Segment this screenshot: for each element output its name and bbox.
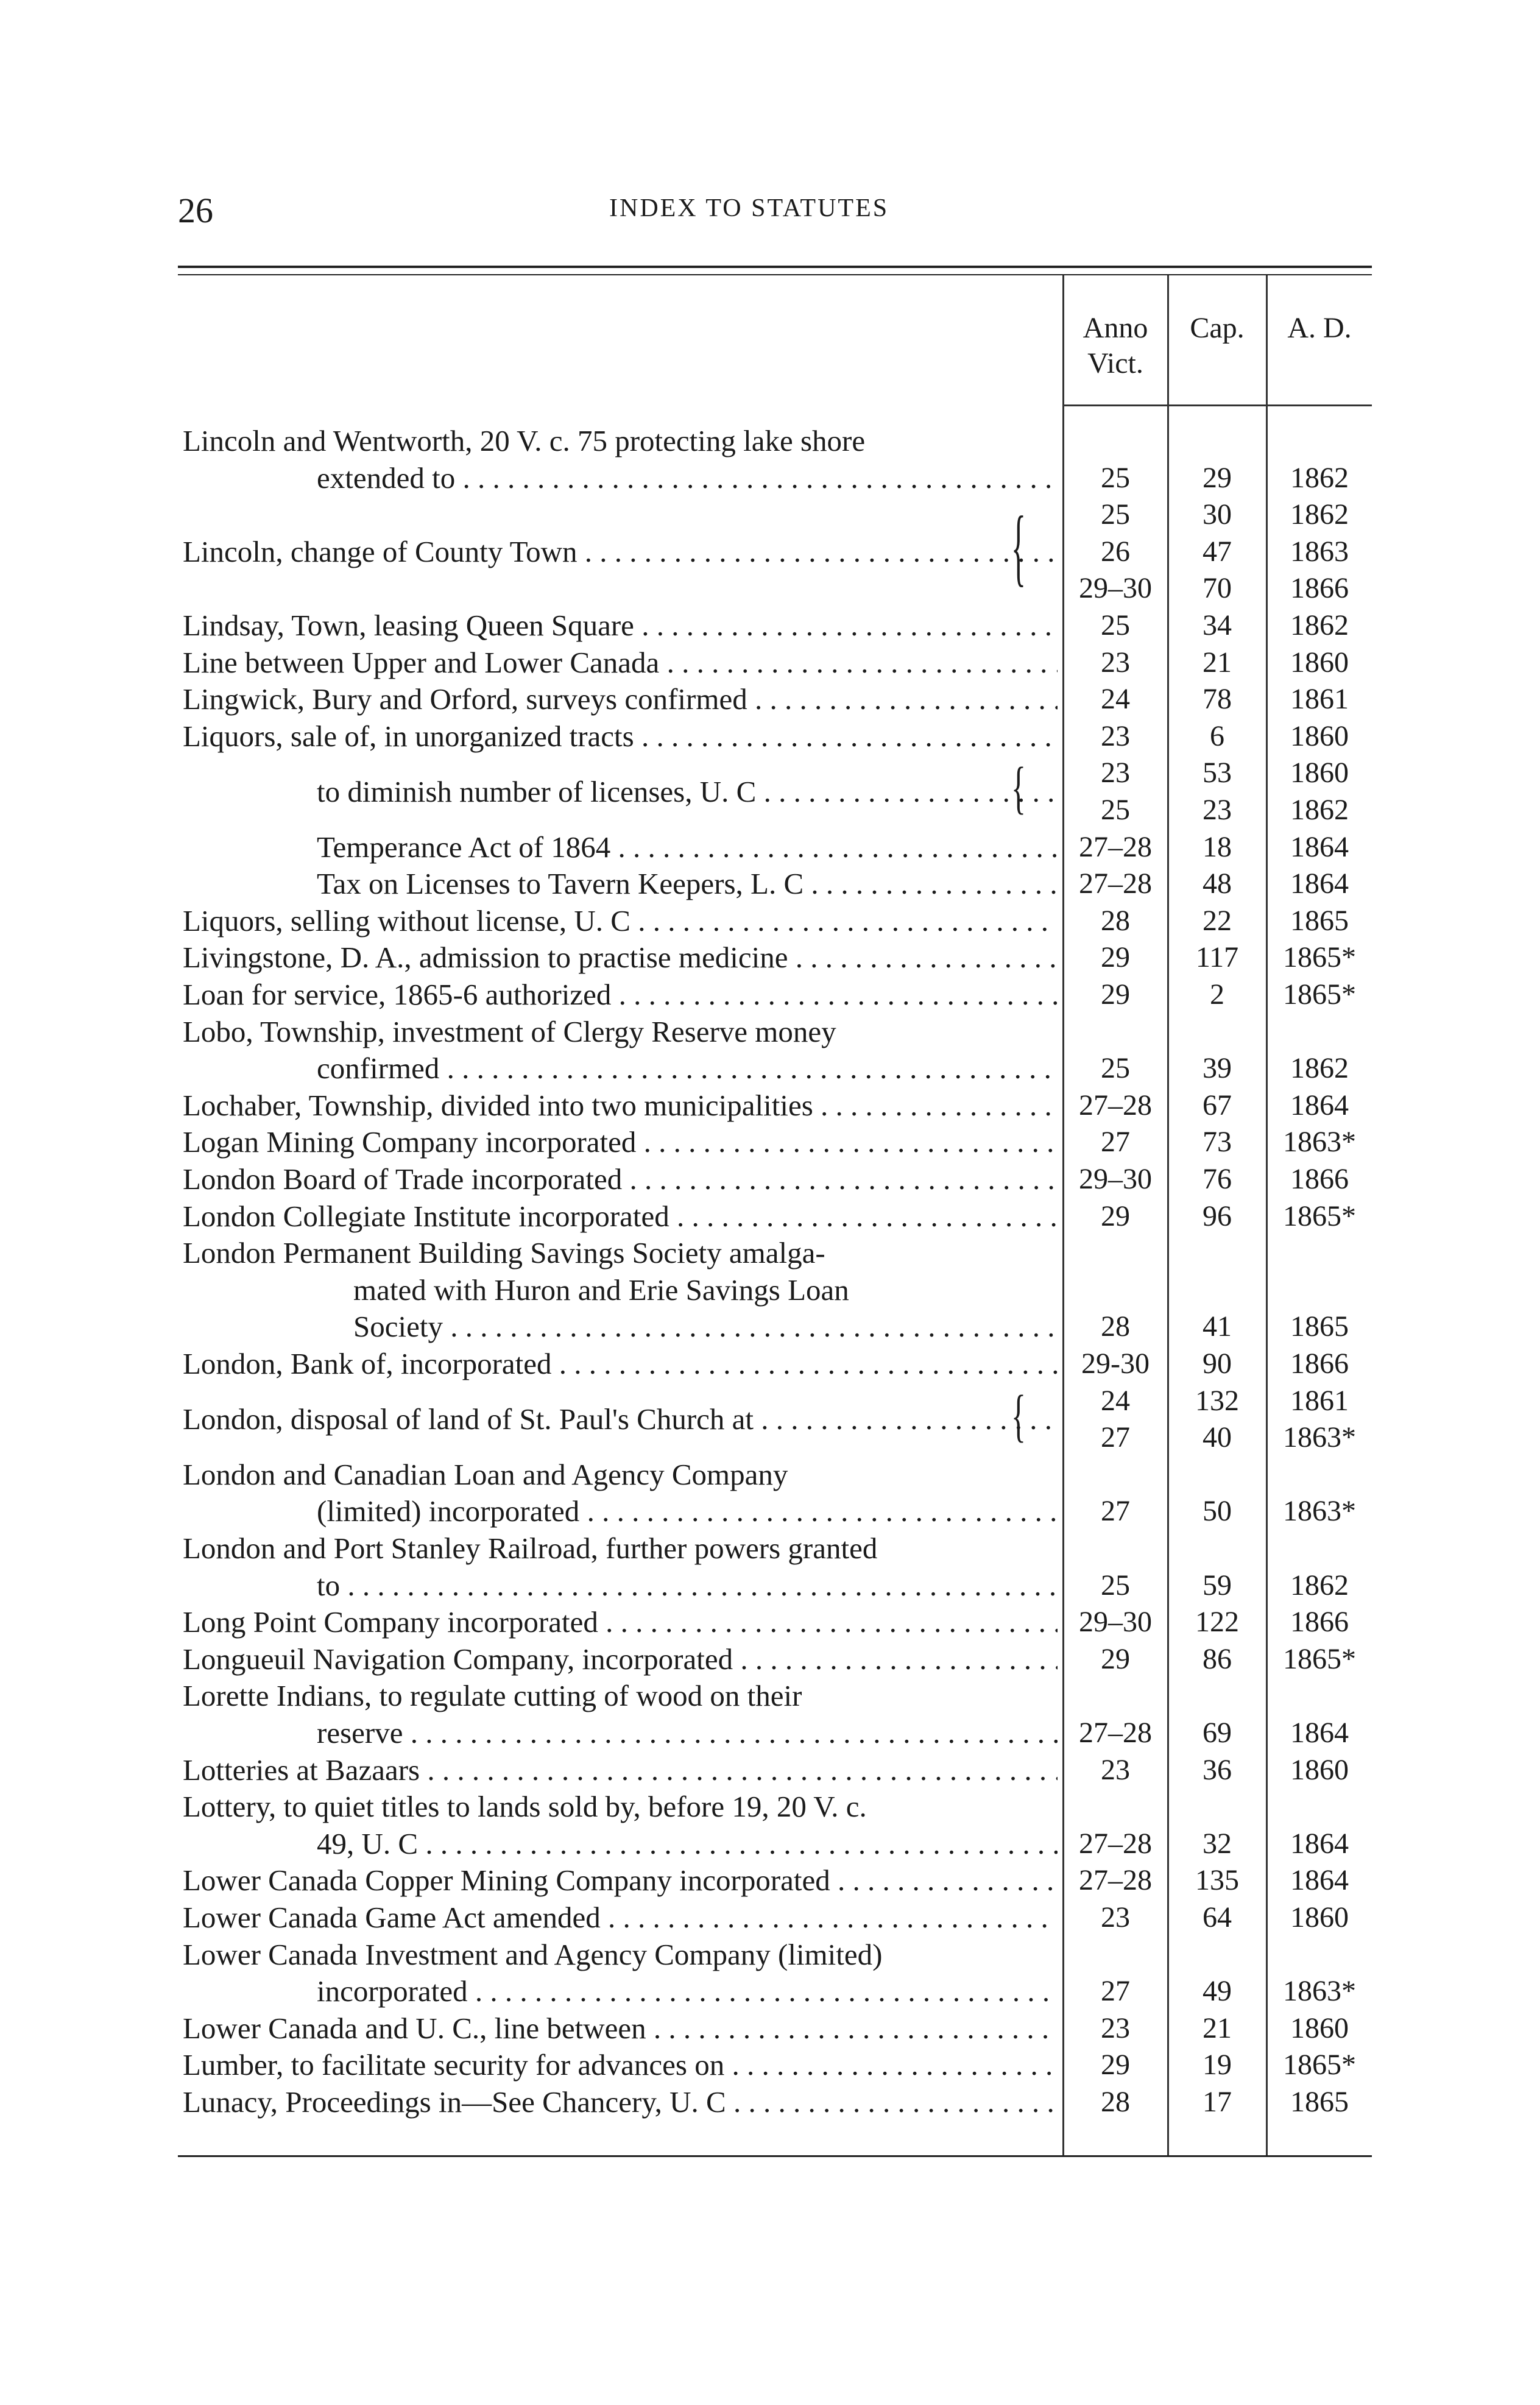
ad-value: 1861 — [1290, 683, 1349, 716]
top-rule-thin — [178, 274, 1372, 275]
cap-value: 86 — [1203, 1642, 1232, 1675]
index-entry-text: Lindsay, Town, leasing Queen Square — [183, 609, 634, 642]
dot-leader — [733, 1642, 1058, 1676]
ad-value: 1864 — [1290, 867, 1349, 900]
index-entry-text: London Permanent Building Savings Society amalga- — [183, 1236, 825, 1270]
anno-vict-value: 27–28 — [1079, 867, 1152, 900]
cap-value: 132 — [1195, 1384, 1239, 1417]
cap-value: 32 — [1203, 1827, 1232, 1860]
dot-leader — [578, 535, 1058, 568]
ad-value: 1860 — [1290, 1753, 1349, 1786]
anno-vict-value: 25 — [1101, 794, 1130, 826]
index-entry — [183, 1401, 1058, 1438]
ad-value: 1862 — [1290, 1052, 1349, 1085]
index-entry-text: Lunacy, Proceedings in—See Chancery, U. C — [183, 2085, 726, 2119]
index-entry — [317, 460, 1058, 496]
page-number: 26 — [178, 191, 213, 230]
dot-leader — [439, 1051, 1058, 1085]
index-entry — [183, 1530, 1058, 1567]
anno-vict-value: 27 — [1101, 1421, 1130, 1454]
index-entry-text: Liquors, sale of, in unorganized tracts — [183, 719, 634, 753]
anno-vict-value: 29 — [1101, 2049, 1130, 2082]
anno-vict-value: 27–28 — [1079, 1717, 1152, 1749]
index-entry — [353, 1272, 1058, 1308]
index-entry — [183, 681, 1058, 718]
dot-leader — [340, 1569, 1058, 1602]
dot-leader — [598, 1605, 1058, 1639]
index-entry — [183, 2084, 1058, 2121]
cap-value: 53 — [1203, 757, 1232, 789]
index-entry-text: Long Point Company incorporated — [183, 1605, 598, 1639]
index-entry-text: London and Port Stanley Railroad, further powers granted — [183, 1531, 878, 1565]
index-entry — [317, 866, 1058, 902]
cap-value: 6 — [1210, 719, 1224, 752]
ad-value: 1864 — [1290, 1827, 1349, 1860]
cap-value: 36 — [1203, 1753, 1232, 1786]
ad-value: 1863* — [1283, 1421, 1356, 1454]
dot-leader — [418, 1827, 1058, 1860]
ad-value: 1864 — [1290, 1089, 1349, 1121]
cap-value: 70 — [1203, 572, 1232, 605]
dot-leader — [552, 1347, 1058, 1380]
index-entry-text: Lincoln and Wentworth, 20 V. c. 75 protecting lake shore — [183, 424, 866, 457]
dot-leader — [634, 719, 1058, 753]
anno-vict-value: 24 — [1101, 1384, 1130, 1417]
index-entry-text: London, Bank of, incorporated — [183, 1347, 552, 1380]
cap-value: 96 — [1203, 1199, 1232, 1232]
column-header-cap: Cap. — [1190, 312, 1245, 344]
index-entry-text: Society — [353, 1310, 443, 1344]
ad-value: 1866 — [1290, 572, 1349, 605]
index-entry-text: incorporated — [317, 1974, 468, 2008]
index-entry-text: to diminish number of licenses, U. C — [317, 774, 757, 808]
dot-leader — [813, 1089, 1058, 1122]
dot-leader — [747, 682, 1058, 716]
ad-value: 1864 — [1290, 1717, 1349, 1749]
index-entry — [183, 1789, 1058, 1825]
index-entry — [183, 1124, 1058, 1160]
index-entry-text: to — [317, 1568, 341, 1602]
index-entry-text: Lorette Indians, to regulate cutting of wood on their — [183, 1679, 802, 1713]
index-entry — [183, 1014, 1058, 1050]
index-entry — [317, 829, 1058, 866]
index-entry — [317, 1715, 1058, 1751]
index-entry-text: Lobo, Township, investment of Clergy Reserve money — [183, 1014, 836, 1048]
dot-leader — [646, 2011, 1058, 2045]
index-entry — [183, 1346, 1058, 1382]
anno-vict-value: 29 — [1101, 941, 1130, 974]
index-entry — [183, 2047, 1058, 2083]
cap-value: 18 — [1203, 830, 1232, 863]
cap-value: 23 — [1203, 794, 1232, 826]
dot-leader — [468, 1974, 1058, 2008]
cap-value: 49 — [1203, 1975, 1232, 2008]
anno-vict-value: 29 — [1101, 978, 1130, 1011]
ad-value: 1860 — [1290, 2011, 1349, 2044]
anno-vict-value: 23 — [1101, 1753, 1130, 1786]
index-entry-text: Lingwick, Bury and Orford, surveys confirmed — [183, 682, 747, 716]
ad-value: 1863* — [1283, 1495, 1356, 1528]
cap-value: 122 — [1195, 1606, 1239, 1639]
index-entry — [183, 1457, 1058, 1493]
column-header-rule — [1064, 404, 1372, 406]
cap-value: 73 — [1203, 1126, 1232, 1159]
cap-value: 19 — [1203, 2049, 1232, 2082]
anno-vict-value: 29 — [1101, 1199, 1130, 1232]
index-entry — [183, 1862, 1058, 1899]
ad-value: 1866 — [1290, 1347, 1349, 1380]
index-entry-text: Lower Canada Game Act amended — [183, 1901, 601, 1934]
cap-value: 67 — [1203, 1089, 1232, 1121]
cap-value: 40 — [1203, 1421, 1232, 1454]
index-entry — [183, 1899, 1058, 1936]
top-rule — [178, 266, 1372, 268]
cap-value: 69 — [1203, 1717, 1232, 1749]
cap-value: 39 — [1203, 1052, 1232, 1085]
index-entry-text: Longueuil Navigation Company, incorporated — [183, 1642, 733, 1676]
anno-vict-value: 29–30 — [1079, 572, 1152, 605]
ad-value: 1865* — [1283, 1199, 1356, 1232]
dot-leader — [804, 867, 1058, 900]
anno-vict-value: 27–28 — [1079, 1827, 1152, 1860]
anno-vict-value: 23 — [1101, 719, 1130, 752]
anno-vict-value: 23 — [1101, 2011, 1130, 2044]
anno-vict-value: 27–28 — [1079, 1089, 1152, 1121]
index-entry — [183, 423, 1058, 459]
index-entry-text: Livingstone, D. A., admission to practise medicine — [183, 941, 788, 975]
ad-value: 1864 — [1290, 1864, 1349, 1897]
index-entry — [183, 1087, 1058, 1124]
index-entry-text: Lotteries at Bazaars — [183, 1753, 420, 1787]
index-entry — [183, 1678, 1058, 1714]
index-entry-text: Lower Canada Investment and Agency Company (limited) — [183, 1937, 883, 1971]
column-header-ad: A. D. — [1287, 312, 1352, 344]
cap-value: 50 — [1203, 1495, 1232, 1528]
index-entry-text: reserve — [317, 1716, 403, 1750]
ad-value: 1866 — [1290, 1163, 1349, 1195]
index-entry-text: Loan for service, 1865-6 authorized — [183, 978, 612, 1011]
anno-vict-value: 27 — [1101, 1495, 1130, 1528]
index-entry — [183, 939, 1058, 976]
brace-mark: { — [1011, 1382, 1026, 1447]
dot-leader — [610, 830, 1058, 864]
ad-value: 1865 — [1290, 904, 1349, 937]
column-header-anno-vict: Anno Vict. — [1083, 312, 1148, 380]
ad-value: 1861 — [1290, 1384, 1349, 1417]
ad-value: 1860 — [1290, 719, 1349, 752]
index-entry — [183, 718, 1058, 755]
index-entry-text: London Collegiate Institute incorporated — [183, 1199, 669, 1233]
cap-value: 41 — [1203, 1310, 1232, 1343]
brace-mark: { — [1011, 755, 1026, 820]
dot-leader — [420, 1753, 1058, 1787]
ad-value: 1865* — [1283, 941, 1356, 974]
index-entry — [317, 1493, 1058, 1530]
index-entry — [183, 607, 1058, 644]
index-entry — [183, 976, 1058, 1013]
index-entry — [183, 534, 1058, 570]
index-entry-text: London Board of Trade incorporated — [183, 1162, 623, 1196]
index-entry — [183, 1641, 1058, 1678]
ad-value: 1862 — [1290, 461, 1349, 494]
dot-leader — [601, 1901, 1058, 1934]
dot-leader — [579, 1494, 1058, 1528]
ad-value: 1865* — [1283, 2049, 1356, 2082]
ad-value: 1865 — [1290, 2086, 1349, 2118]
index-entry-text: 49, U. C — [317, 1826, 419, 1860]
running-head: INDEX TO STATUTES — [609, 194, 889, 222]
index-entry-text: mated with Huron and Erie Savings Loan — [353, 1273, 849, 1307]
anno-vict-value: 27 — [1101, 1975, 1130, 2008]
ad-value: 1860 — [1290, 1901, 1349, 1934]
index-entry-text: Lincoln, change of County Town — [183, 534, 578, 568]
anno-vict-value: 27 — [1101, 1126, 1130, 1159]
index-entry — [183, 2010, 1058, 2047]
dot-leader — [611, 978, 1058, 1011]
dot-leader — [630, 904, 1058, 938]
cap-value: 22 — [1203, 904, 1232, 937]
cap-value: 21 — [1203, 2011, 1232, 2044]
dot-leader — [443, 1310, 1058, 1343]
cap-value: 117 — [1195, 941, 1239, 974]
index-entry — [183, 1161, 1058, 1198]
bottom-rule — [178, 2155, 1372, 2157]
index-entry — [317, 1826, 1058, 1862]
brace-mark: { — [1011, 497, 1026, 595]
anno-vict-value: 23 — [1101, 757, 1130, 789]
index-entry-text: Lower Canada Copper Mining Company incorporated — [183, 1863, 830, 1898]
index-entry-text: Lochaber, Township, divided into two municipalities — [183, 1088, 813, 1122]
cap-value: 59 — [1203, 1569, 1232, 1602]
anno-vict-value: 25 — [1101, 461, 1130, 494]
index-entry — [317, 1050, 1058, 1087]
ad-value: 1866 — [1290, 1606, 1349, 1639]
index-entry-text: Liquors, selling without license, U. C — [183, 903, 630, 938]
cap-value: 78 — [1203, 683, 1232, 716]
ad-value: 1862 — [1290, 609, 1349, 641]
index-entry — [183, 645, 1058, 681]
index-entry — [183, 1198, 1058, 1235]
index-entry-text: Lumber, to facilitate security for advances on — [183, 2048, 725, 2082]
dot-leader — [622, 1162, 1058, 1196]
dot-leader — [659, 646, 1058, 679]
index-entry-text: extended to — [317, 461, 456, 495]
index-entry — [353, 1308, 1058, 1345]
ad-value: 1862 — [1290, 1569, 1349, 1602]
anno-vict-value: 29-30 — [1081, 1347, 1150, 1380]
cap-value: 90 — [1203, 1347, 1232, 1380]
anno-vict-value: 27–28 — [1079, 830, 1152, 863]
cap-value: 30 — [1203, 498, 1232, 531]
anno-vict-value: 26 — [1101, 535, 1130, 568]
anno-vict-value: 29–30 — [1079, 1606, 1152, 1639]
ad-value: 1865 — [1290, 1310, 1349, 1343]
index-entry-text: Lottery, to quiet titles to lands sold by, before 19, 20 V. c. — [183, 1790, 867, 1824]
anno-vict-value: 25 — [1101, 498, 1130, 531]
ad-value: 1863 — [1290, 535, 1349, 568]
index-entry — [183, 1937, 1058, 1973]
index-entry-text: London and Canadian Loan and Agency Company — [183, 1457, 788, 1491]
index-entry — [183, 1604, 1058, 1640]
index-entry — [317, 1973, 1058, 2010]
index-entry-text: Tax on Licenses to Tavern Keepers, L. C — [317, 867, 804, 901]
anno-vict-value: 23 — [1101, 1901, 1130, 1934]
anno-vict-value: 28 — [1101, 1310, 1130, 1343]
dot-leader — [403, 1716, 1058, 1750]
anno-vict-value: 25 — [1101, 1052, 1130, 1085]
ad-value: 1862 — [1290, 794, 1349, 826]
dot-leader — [455, 461, 1058, 495]
index-entry — [317, 1567, 1058, 1604]
anno-vict-value: 24 — [1101, 683, 1130, 716]
cap-value: 29 — [1203, 461, 1232, 494]
index-entry — [183, 903, 1058, 939]
cap-value: 2 — [1210, 978, 1224, 1011]
anno-vict-value: 27–28 — [1079, 1864, 1152, 1897]
ad-value: 1865* — [1283, 978, 1356, 1011]
cap-value: 48 — [1203, 867, 1232, 900]
anno-vict-value: 23 — [1101, 646, 1130, 679]
anno-vict-value: 28 — [1101, 904, 1130, 937]
dot-leader — [788, 941, 1058, 974]
index-entry-text: London, disposal of land of St. Paul's Church at — [183, 1402, 754, 1436]
cap-value: 34 — [1203, 609, 1232, 641]
index-entry-text: Line between Upper and Lower Canada — [183, 645, 660, 679]
dot-leader — [634, 609, 1058, 642]
cap-value: 47 — [1203, 535, 1232, 568]
anno-vict-value: 28 — [1101, 2086, 1130, 2118]
index-entry — [183, 1752, 1058, 1789]
index-entry-text: Temperance Act of 1864 — [317, 830, 611, 864]
index-entry-text: (limited) incorporated — [317, 1494, 580, 1528]
dot-leader — [726, 2085, 1058, 2119]
dot-leader — [669, 1199, 1058, 1233]
ad-value: 1860 — [1290, 646, 1349, 679]
anno-vict-value: 25 — [1101, 609, 1130, 641]
ad-value: 1862 — [1290, 498, 1349, 531]
index-entry-text: confirmed — [317, 1051, 440, 1086]
ad-value: 1860 — [1290, 757, 1349, 789]
cap-value: 76 — [1203, 1163, 1232, 1195]
index-entry-text: Lower Canada and U. C., line between — [183, 2011, 646, 2045]
dot-leader — [724, 2048, 1058, 2082]
anno-vict-value: 25 — [1101, 1569, 1130, 1602]
anno-vict-value: 29–30 — [1079, 1163, 1152, 1195]
ad-value: 1863* — [1283, 1126, 1356, 1159]
index-entry — [317, 774, 1058, 810]
index-entry-text: Logan Mining Company incorporated — [183, 1125, 637, 1159]
cap-value: 21 — [1203, 646, 1232, 679]
dot-leader — [636, 1125, 1058, 1159]
cap-value: 17 — [1203, 2086, 1232, 2118]
ad-value: 1865* — [1283, 1642, 1356, 1675]
index-entry — [183, 1235, 1058, 1271]
ad-value: 1864 — [1290, 830, 1349, 863]
dot-leader — [830, 1863, 1058, 1897]
cap-value: 135 — [1195, 1864, 1239, 1897]
anno-vict-value: 29 — [1101, 1642, 1130, 1675]
cap-value: 64 — [1203, 1901, 1232, 1934]
ad-value: 1863* — [1283, 1975, 1356, 2008]
